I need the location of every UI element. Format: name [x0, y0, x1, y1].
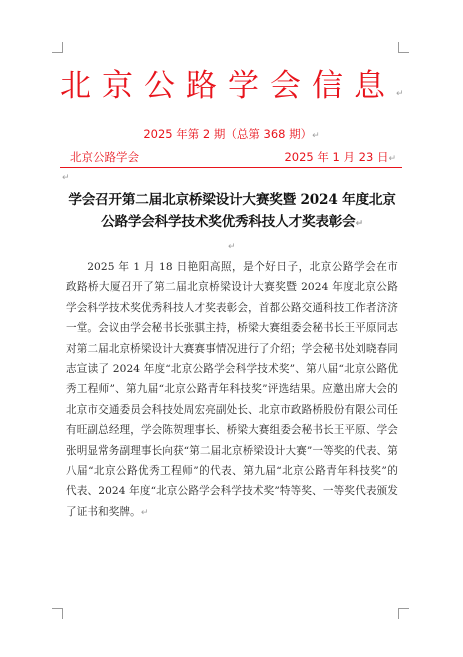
- organization-name: 北京公路学会: [70, 150, 139, 164]
- crop-mark-bottom-right: [398, 608, 409, 619]
- paragraph-mark-icon: ↵: [396, 89, 415, 99]
- masthead-divider: [60, 167, 402, 168]
- masthead-title: [60, 66, 415, 114]
- issue-number-text: 2025 年第 2 期（总第 368 期）: [143, 127, 313, 141]
- paragraph-mark-icon: ↵: [62, 173, 70, 183]
- publish-date: [284, 149, 396, 167]
- crop-mark-top-left: [52, 42, 63, 53]
- masthead-title-text: 北京公路学会信息: [60, 68, 396, 104]
- paragraph-mark-icon: ↵: [140, 507, 149, 518]
- publish-date-text: 2025 年 1 月 23 日: [284, 150, 389, 164]
- article-title-text: 学会召开第二届北京桥梁设计大赛奖暨 2024 年度北京公路学会科学技术奖优秀科技人才奖表彰会: [68, 192, 396, 230]
- issue-number: [60, 126, 403, 144]
- article-body: [66, 257, 398, 523]
- paragraph-mark-icon: ↵: [355, 219, 363, 229]
- article-paragraph: 2025 年 1 月 18 日艳阳高照，是个好日子，北京公路学会在市政路桥大厦召开了第二届北京桥梁设计大赛奖暨 2024 年度北京公路学会科学技术奖优秀科技人才奖表彰会，首都公路交通科技工作者济济一堂。会议由学会秘书长张骐主持，桥梁大赛组委会秘书长王平原同志对第二届北京桥梁设计大赛赛事情况进行了介绍；学会秘书处刘晓春同志宣读了 2024 年度“北京公路学会科学技术奖”、第八届“北京公路优秀工程师”、第九届“北京公路青年科技奖”评选结果。应邀出席大会的北京市交通委员会科技处周宏亮副处长、北京市政路桥股份有限公司任有旺副总经理，学会陈贺理事长、桥梁大赛组委会秘书长王平原、学会张明显常务副理事长向获“第二届北京桥梁设计大赛”一等奖的代表、第八届“北京公路优秀工程师”的代表、第九届“北京公路青年科技奖”的代表、2024 年度“北京公路学会科学技术奖”特等奖、一等奖代表颁发了证书和奖牌。: [66, 261, 398, 518]
- paragraph-mark-icon: ↵: [388, 154, 396, 164]
- crop-mark-bottom-left: [52, 608, 63, 619]
- paragraph-mark-icon: ↵: [312, 131, 320, 141]
- article-title: [66, 189, 398, 235]
- masthead-info-line: [66, 149, 398, 165]
- paragraph-mark-icon: ↵: [228, 242, 236, 252]
- crop-mark-top-right: [398, 42, 409, 53]
